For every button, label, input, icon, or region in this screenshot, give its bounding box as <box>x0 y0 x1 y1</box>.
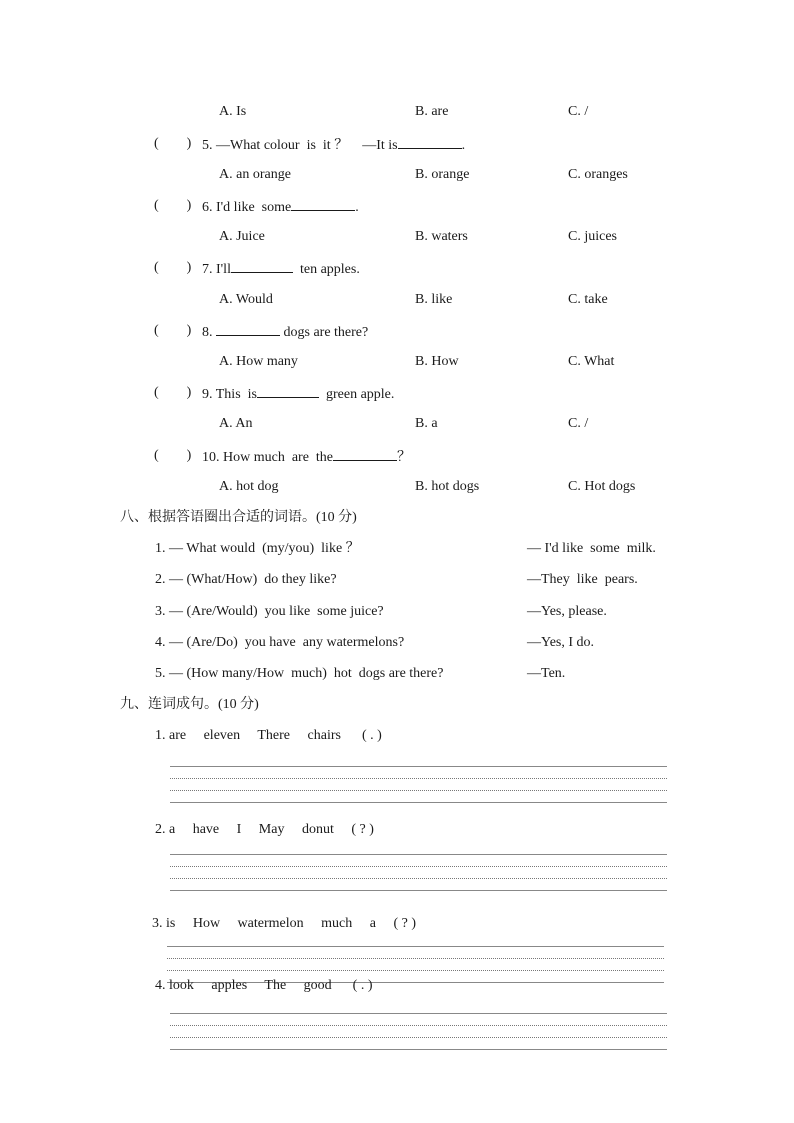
question-post: ？ <box>397 450 412 465</box>
q10-option-a: A. hot dog <box>219 479 279 494</box>
q5-option-a: A. an orange <box>219 167 291 182</box>
answer-blank[interactable] <box>231 259 293 273</box>
section-title: 九、连词成句。(10 分) <box>120 697 259 712</box>
answer-paren[interactable]: ( ) <box>154 323 192 338</box>
q5-option-b: B. orange <box>415 167 470 182</box>
dialogue-answer: —They like pears. <box>527 572 638 587</box>
q9-option-c: C. / <box>568 416 589 431</box>
question-pre: 5. —What colour is it ？ —It is <box>202 138 398 153</box>
q10-option-b: B. hot dogs <box>415 479 480 494</box>
answer-blank[interactable] <box>291 197 355 211</box>
question-post: dogs are there? <box>280 325 369 340</box>
dialogue-question[interactable]: 4. — (Are/Do) you have any watermelons? <box>155 635 405 650</box>
writing-lines[interactable] <box>170 1013 667 1053</box>
question-post: . <box>461 138 466 153</box>
q7-option-a: A. Would <box>219 292 273 307</box>
scrambled-words: 3. is How watermelon much a ( ? ) <box>152 916 416 931</box>
q10-option-c: C. Hot dogs <box>568 479 636 494</box>
q7-option-c: C. take <box>568 292 608 307</box>
question-text <box>202 322 368 342</box>
q9-option-a: A. An <box>219 416 253 431</box>
question-text <box>202 384 394 404</box>
question-pre: 7. I'll <box>202 262 231 277</box>
writing-lines[interactable] <box>170 854 667 894</box>
answer-paren[interactable]: ( ) <box>154 448 192 463</box>
q6-option-b: B. waters <box>415 229 468 244</box>
q8-option-a: A. How many <box>219 354 298 369</box>
dialogue-question[interactable]: 5. — (How many/How much) hot dogs are there? <box>155 666 444 681</box>
dialogue-question[interactable]: 2. — (What/How) do they like? <box>155 572 337 587</box>
answer-blank[interactable] <box>216 322 280 336</box>
question-post: . <box>355 200 359 215</box>
dialogue-question[interactable]: 3. — (Are/Would) you like some juice? <box>155 604 384 619</box>
question-pre: 6. I'd like some <box>202 200 292 215</box>
answer-blank[interactable] <box>333 447 397 461</box>
dialogue-answer: —Ten. <box>527 666 566 681</box>
question-post: green apple. <box>318 387 395 402</box>
answer-paren[interactable]: ( ) <box>154 136 192 151</box>
q6-option-c: C. juices <box>568 229 617 244</box>
q9-option-b: B. a <box>415 416 438 431</box>
question-text <box>202 447 411 467</box>
question-post: ten apples. <box>292 262 360 277</box>
question-text <box>202 259 360 279</box>
question-pre: 9. This is <box>202 387 257 402</box>
section-title: 八、根据答语圈出合适的词语。(10 分) <box>120 510 357 525</box>
dialogue-answer: —Yes, please. <box>527 604 607 619</box>
q7-option-b: B. like <box>415 292 453 307</box>
answer-paren[interactable]: ( ) <box>154 198 192 213</box>
question-text <box>202 197 359 217</box>
q4-option-a: A. Is <box>219 104 247 119</box>
q4-option-b: B. are <box>415 104 449 119</box>
scrambled-words: 1. are eleven There chairs ( . ) <box>155 728 382 743</box>
question-pre: 8. <box>202 325 216 340</box>
dialogue-answer: —Yes, I do. <box>527 635 595 650</box>
scrambled-words: 2. a have I May donut ( ? ) <box>155 822 374 837</box>
answer-blank[interactable] <box>398 135 462 149</box>
answer-paren[interactable]: ( ) <box>154 260 192 275</box>
question-text <box>202 135 465 155</box>
dialogue-question[interactable]: 1. — What would (my/you) like ？ <box>155 541 360 556</box>
answer-blank[interactable] <box>257 384 319 398</box>
q4-option-c: C. / <box>568 104 589 119</box>
q6-option-a: A. Juice <box>219 229 265 244</box>
q5-option-c: C. oranges <box>568 167 628 182</box>
q8-option-b: B. How <box>415 354 459 369</box>
dialogue-answer: — I'd like some milk. <box>527 541 656 556</box>
writing-lines[interactable] <box>170 766 667 806</box>
answer-paren[interactable]: ( ) <box>154 385 192 400</box>
question-pre: 10. How much are the <box>202 450 334 465</box>
q8-option-c: C. What <box>568 354 615 369</box>
scrambled-words: 4. look apples The good ( . ) <box>155 978 373 993</box>
